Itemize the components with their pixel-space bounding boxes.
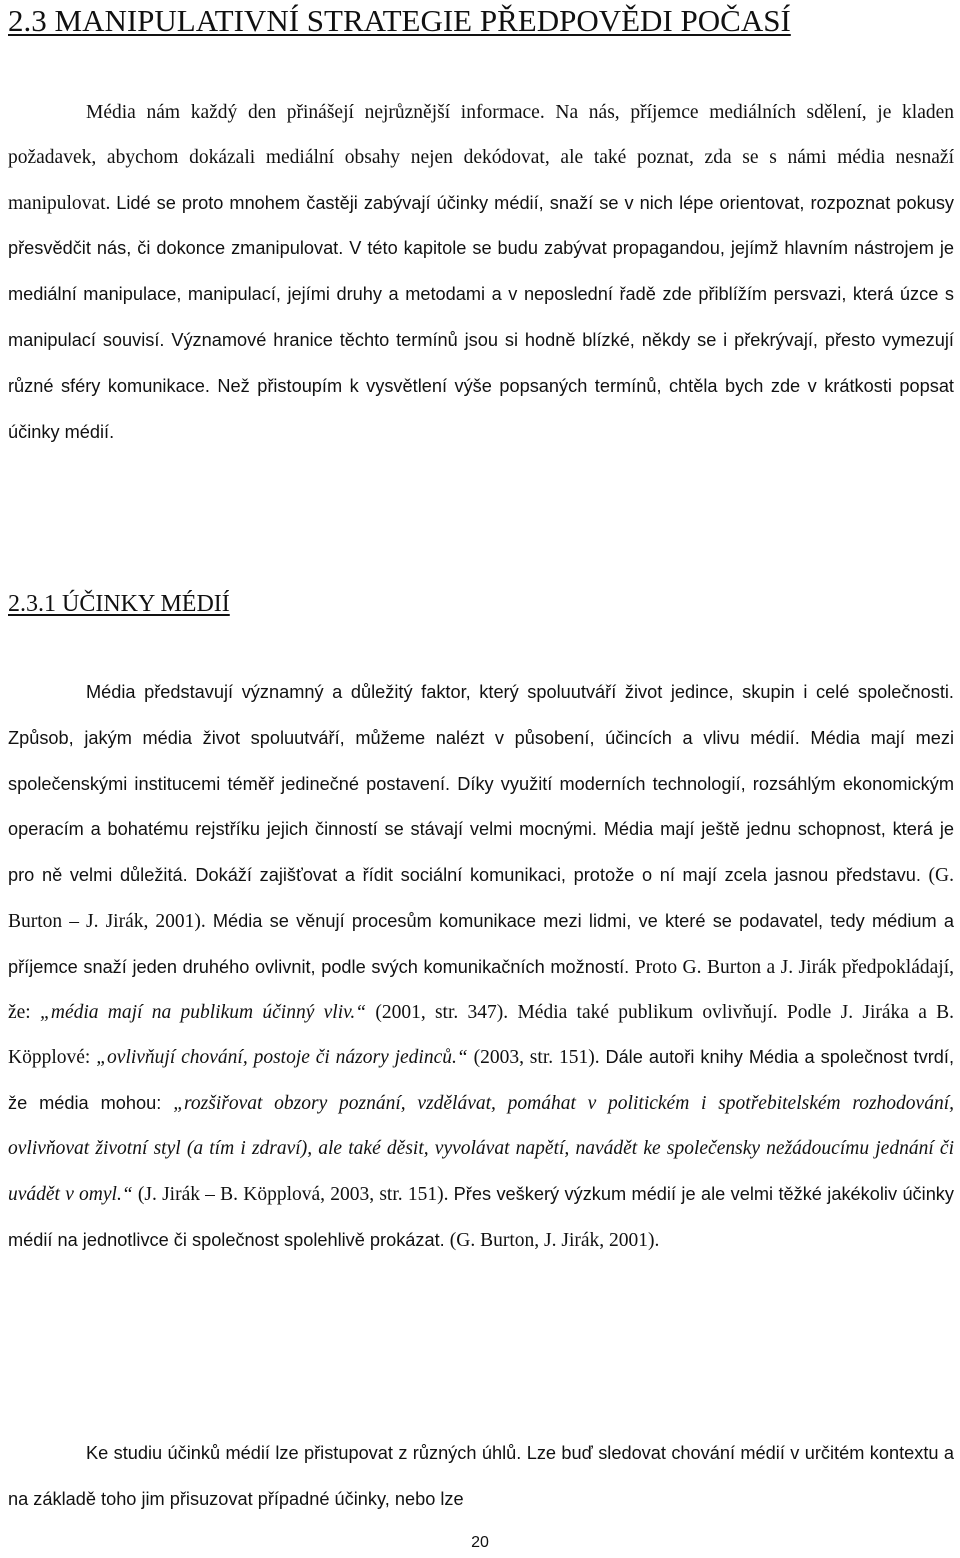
body-paragraph bbox=[8, 91, 954, 455]
quote: „média mají na publikum účinný vliv.“ bbox=[40, 1001, 367, 1023]
paragraph-text: Média také publikum ovlivňují. bbox=[517, 1001, 787, 1023]
citation: (2003, str. 151). bbox=[467, 1047, 606, 1069]
citation: (G. Burton – J. Jirák, 2001). bbox=[8, 865, 954, 932]
quote: „ovlivňují chování, postoje či názory jedinců.“ bbox=[96, 1047, 468, 1069]
page-number: 20 bbox=[471, 1534, 489, 1551]
quote: „rozšiřovat obzory poznání, vzdělávat, pomáhat v politickém i spotřebitelském rozhodování, ovlivňovat životní styl (a tím i zdraví), ale také děsit, vyvolávat napětí, navádět ke společensky nežádoucímu jednání či uvádět v omyl.“ bbox=[8, 1093, 954, 1205]
paragraph-text: Podle J. Jiráka a B. Köpplové: bbox=[8, 1001, 955, 1069]
citation: (2001, str. 347). bbox=[366, 1001, 518, 1023]
paragraph-text: Média se věnují procesům komunikace mezi lidmi, ve které se podavatel, tedy médium a příjemce snaží jeden druhého ovlivnit, podle svých komunikačních možností. bbox=[8, 910, 955, 977]
paragraph-text: Přes veškerý výzkum médií je ale velmi těžké jakékoliv účinky médií na jednotlivce či společnost spolehlivě prokázat. bbox=[8, 1183, 954, 1250]
section-heading: 2.3 MANIPULATIVNÍ STRATEGIE PŘEDPOVĚDI POČASÍ bbox=[8, 3, 791, 38]
citation: (G. Burton, J. Jirák, 2001). bbox=[449, 1229, 660, 1251]
paragraph-text: Lidé se proto mnohem častěji zabývají účinky médií, snaží se v nich lépe orientovat, rozpoznat pokusy přesvědčit nás, či dokonce zmanipulovat. V této kapitole se budu zabývat propagandou, jejímž hlavním nástrojem je mediální manipulace, manipulací, jejími druhy a metodami a v neposlední řadě zde přiblížím persvazi, která úzce s manipulací souvisí. Významové hranice těchto termínů jsou si hodně blízké, někdy se i překrývají, přesto vymezují různé sféry komunikace. Než přistoupím k vysvětlení výše popsaných termínů, chtěla bych zde v krátkosti popsat účinky médií. bbox=[8, 192, 955, 442]
paragraph-text: Způsob, jakým média život spoluutváří, můžeme nalézt v působení, účincích a vlivu médií. Média mají mezi společenskými institucemi téměř jedinečné postavení. Díky využití moderních technologií, rozsáhlým ekonomickým operacím a bohatému rejstříku jejich činností se stávají velmi mocnými. Média mají ještě jednu schopnost, která je pro ně velmi důležitá. Dokáží zajišťovat a řídit sociální komunikaci, protože o ní mají zcela jasnou představu. bbox=[8, 727, 954, 886]
subsection-heading: 2.3.1 ÚČINKY MÉDIÍ bbox=[8, 591, 230, 617]
body-paragraph bbox=[8, 670, 954, 1263]
citation: (J. Jirák – B. Köpplová, 2003, str. 151). bbox=[132, 1183, 454, 1205]
paragraph-text: Ke studiu účinků médií lze přistupovat z různých úhlů. bbox=[86, 1443, 527, 1463]
body-paragraph bbox=[8, 1431, 954, 1523]
paragraph-text: Lze buď sledovat chování médií v určitém kontextu a na základě toho jim přisuzovat případné účinky, nebo lze bbox=[8, 1443, 954, 1509]
paragraph-text: Média představují významný a důležitý faktor, který spoluutváří život jedince, skupin i celé společnosti. bbox=[86, 682, 954, 702]
paragraph-text: Proto G. Burton a J. Jirák předpokládají, že: bbox=[8, 956, 954, 1023]
paragraph-text: Média nám každý den přinášejí nejrůznější informace. Na nás, příjemce mediálních sdělení, je kladen požadavek, abychom dokázali mediální obsahy nejen dekódovat, ale také poznat, zda se s námi média nesnaží manipulovat. bbox=[8, 102, 954, 214]
paragraph-text: Dále autoři knihy Média a společnost tvrdí, že média mohou: bbox=[8, 1047, 955, 1114]
